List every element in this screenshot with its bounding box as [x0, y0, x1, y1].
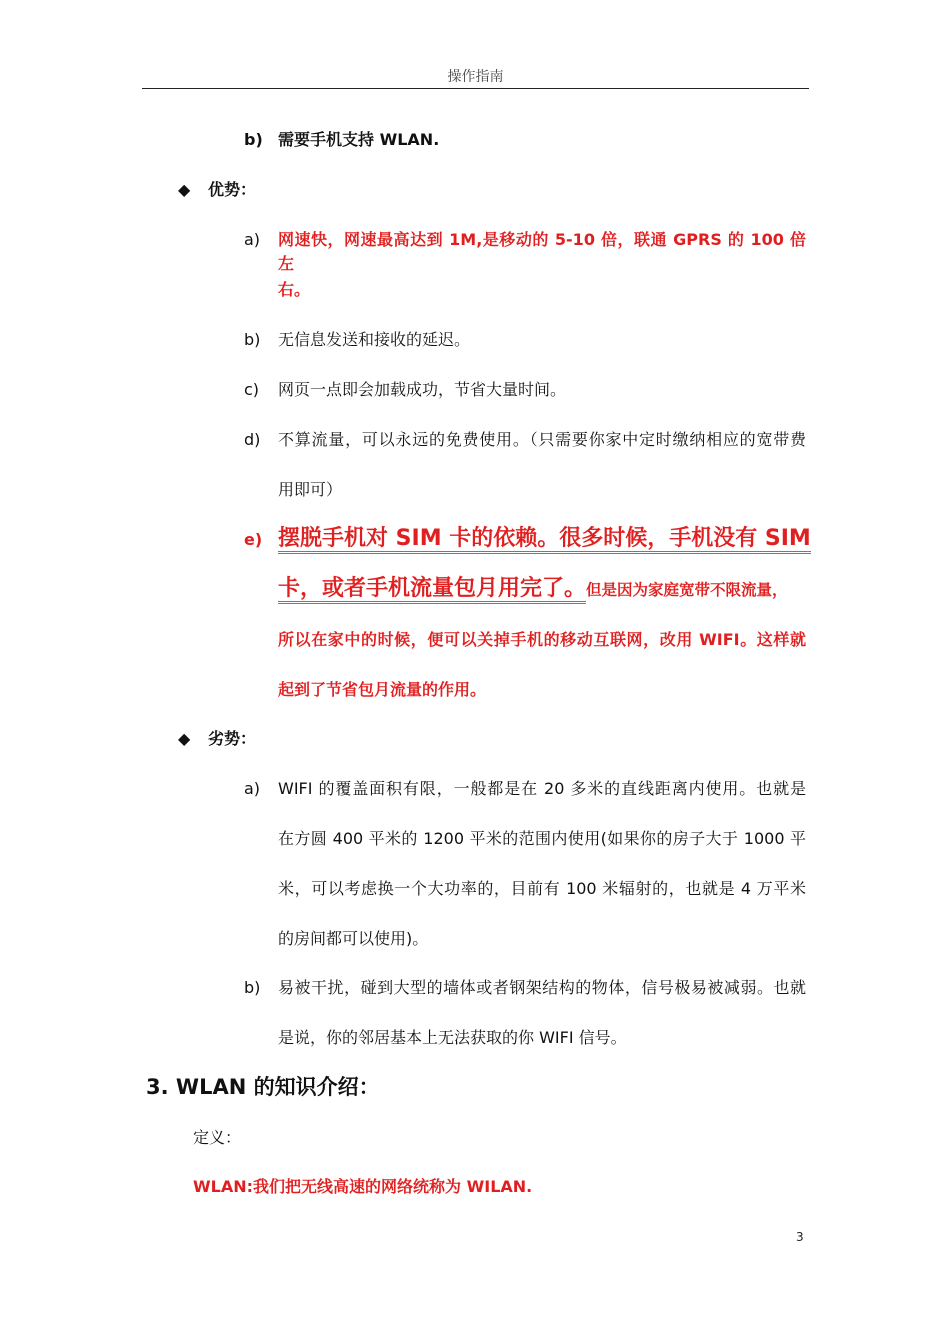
advantages-title: 优势：: [208, 180, 257, 199]
disadvantage-label-a: a): [244, 779, 261, 798]
advantage-label-e: e): [244, 530, 263, 549]
advantage-e-line2: [278, 574, 788, 604]
advantage-e-line3: 所以在家中的时候，便可以关掉手机的移动互联网，改用 WIFI。这样就: [278, 630, 806, 649]
advantage-label-d: d): [244, 430, 261, 449]
disadvantages-title: 劣势：: [208, 729, 257, 748]
advantage-label-c: c): [244, 380, 260, 399]
advantage-e-emphasis-1: 摆脱手机对 SIM 卡的依赖。很多时候，手机没有 SIM: [278, 526, 811, 554]
advantage-a-line2: 右。: [278, 280, 311, 299]
advantage-d-line1: 不算流量，可以永远的免费使用。（只需要你家中定时缴纳相应的宽带费: [278, 430, 806, 449]
definition-text: WLAN:我们把无线高速的网络统称为 WILAN.: [193, 1177, 533, 1196]
advantage-b-line1: 无信息发送和接收的延迟。: [278, 330, 471, 349]
section-heading: 3. WLAN 的知识介绍：: [146, 1075, 380, 1099]
disadvantage-label-b: b): [244, 978, 261, 997]
page-number: 3: [796, 1230, 804, 1244]
advantage-c-line1: 网页一点即会加载成功，节省大量时间。: [278, 380, 567, 399]
advantage-label-b: b): [244, 330, 261, 349]
page-header: 操作指南: [142, 66, 809, 89]
advantage-a-line1: 网速快，网速最高达到 1M,是移动的 5-10 倍，联通 GPRS 的 100 倍左: [278, 230, 806, 273]
advantage-d-line2: 用即可）: [278, 480, 343, 499]
advantage-e-emphasis-2: 卡，或者手机流量包月用完了。: [278, 576, 586, 604]
disadvantage-a-line3: 米，可以考虑换一个大功率的，目前有 100 米辐射的，也就是 4 万平米: [278, 879, 806, 898]
disadvantage-b-line1: 易被干扰，碰到大型的墙体或者钢架结构的物体，信号极易被减弱。也就: [278, 978, 806, 997]
item-text: 需要手机支持 WLAN.: [278, 130, 440, 149]
advantage-label-a: a): [244, 230, 261, 249]
disadvantage-a-line1: WIFI 的覆盖面积有限，一般都是在 20 多米的直线距离内使用。也就是: [278, 779, 806, 798]
diamond-bullet-icon: ◆: [178, 729, 191, 748]
disadvantage-a-line4: 的房间都可以使用)。: [278, 929, 429, 948]
advantage-e-line2-rest: 但是因为家庭宽带不限流量，: [586, 581, 788, 599]
diamond-bullet-icon: ◆: [178, 180, 191, 199]
item-label: b): [244, 130, 263, 149]
definition-label: 定义：: [193, 1128, 242, 1147]
disadvantage-a-line2: 在方圆 400 平米的 1200 平米的范围内使用(如果你的房子大于 1000 平: [278, 829, 806, 848]
disadvantage-b-line2: 是说，你的邻居基本上无法获取的你 WIFI 信号。: [278, 1028, 627, 1047]
advantage-e-line4: 起到了节省包月流量的作用。: [278, 680, 487, 699]
advantage-e-line1: [278, 524, 811, 554]
